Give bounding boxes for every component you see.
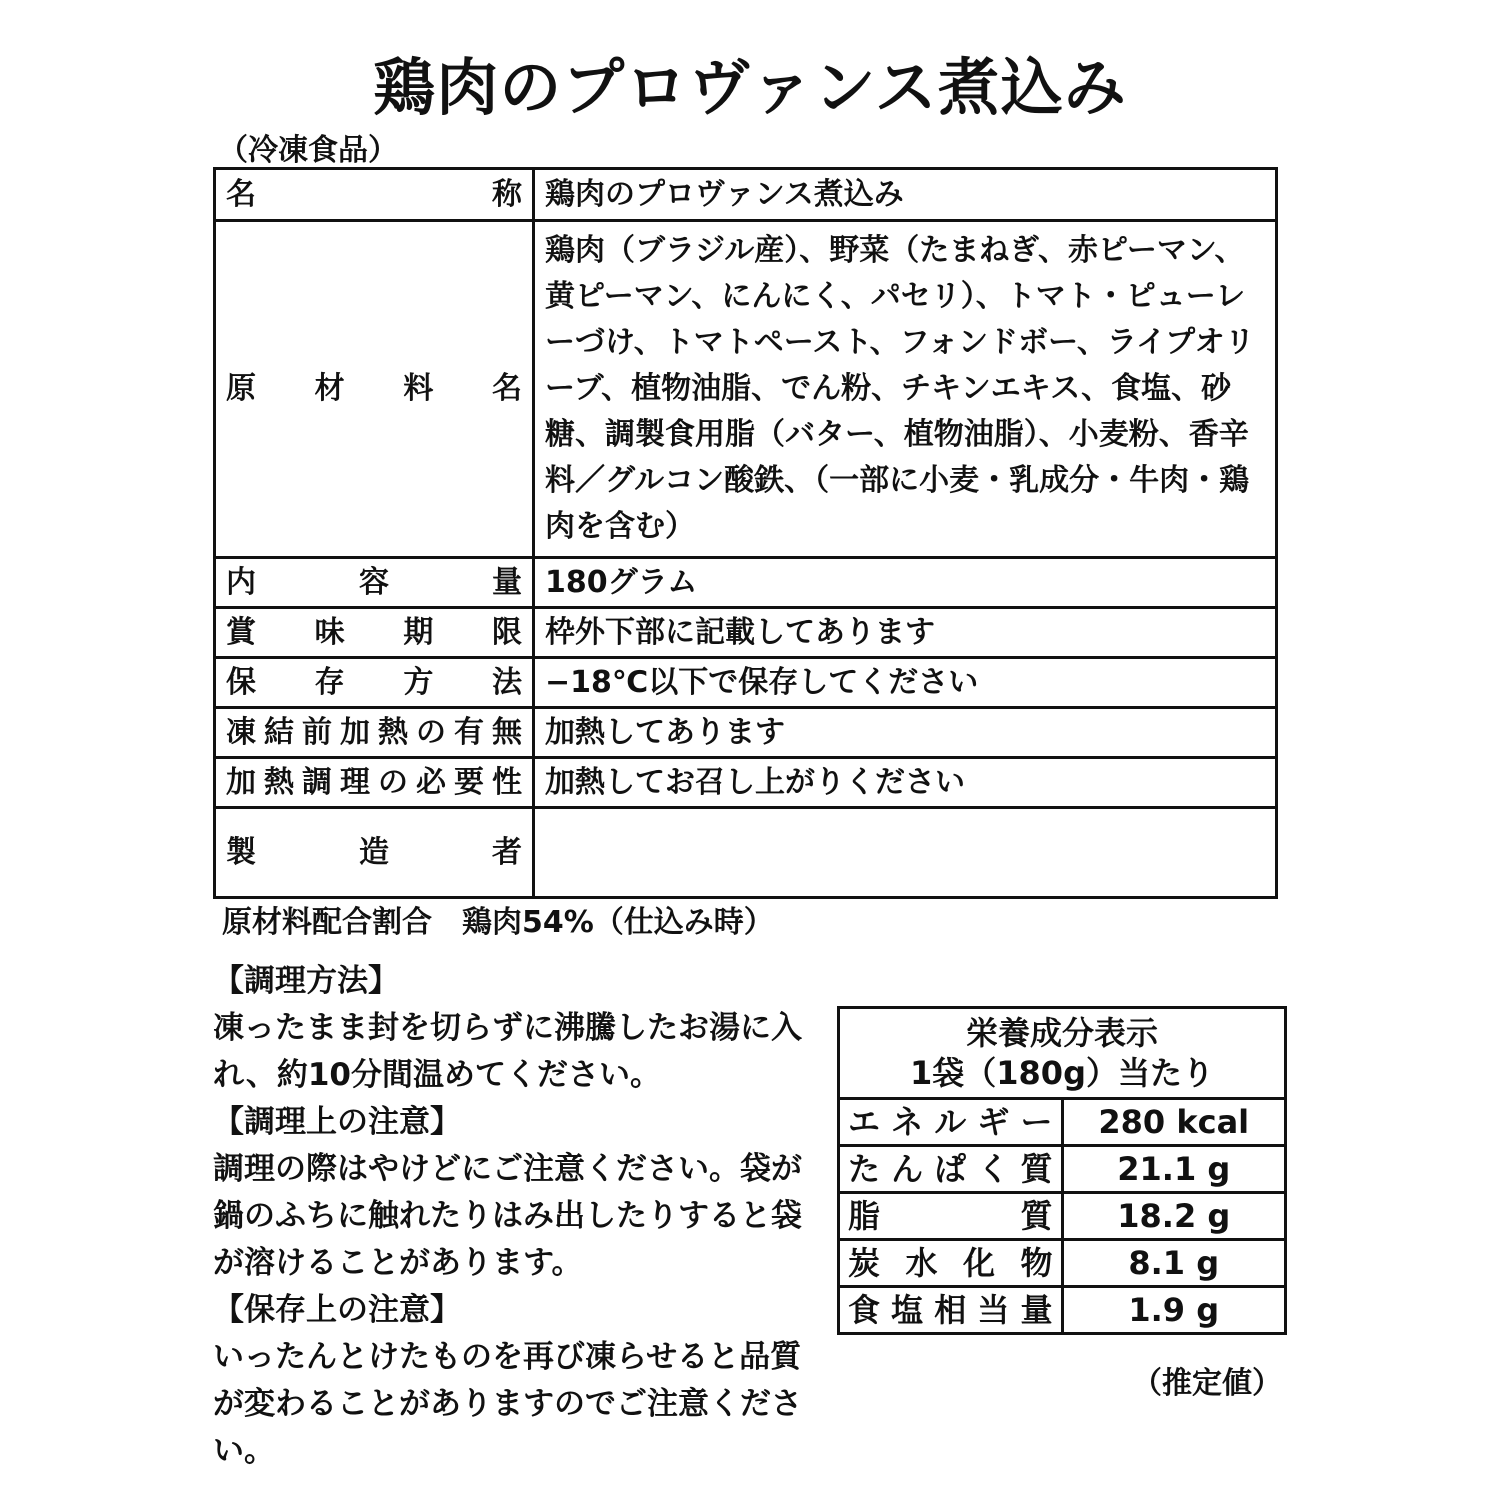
nutrition-value: 8.1 g <box>1062 1240 1286 1287</box>
maker-key: 製造者 <box>215 808 534 898</box>
label-info-table <box>213 167 1278 899</box>
info-row-content <box>215 558 1277 608</box>
content-key: 内容量 <box>215 558 534 608</box>
expiry-key: 賞味期限 <box>215 608 534 658</box>
storage-caution-heading: 【保存上の注意】 <box>213 1292 461 1328</box>
nutrition-header-title: 栄養成分表示 <box>965 1014 1158 1052</box>
nutrition-value: 18.2 g <box>1062 1193 1286 1240</box>
method-text: 凍ったまま封を切らずに沸騰したお湯に入れ、約10分間温めてください。 <box>213 1010 802 1093</box>
cooking-value: 加熱してお召し上がりください <box>534 758 1277 808</box>
info-row-ingredients <box>215 221 1277 558</box>
nutrition-row <box>839 1193 1286 1240</box>
storage-caution-text: いったんとけたものを再び凍らせると品質が変わることがありますのでご注意ください。 <box>213 1339 802 1469</box>
expiry-value: 枠外下部に記載してあります <box>534 608 1277 658</box>
nutrition-row <box>839 1240 1286 1287</box>
product-title: 鶏肉のプロヴァンス煮込み <box>373 51 1127 124</box>
info-row-cooking <box>215 758 1277 808</box>
info-row-preheat <box>215 708 1277 758</box>
ingredient-ratio: 原材料配合割合 鶏肉54%（仕込み時） <box>222 905 774 940</box>
preheat-value: 加熱してあります <box>534 708 1277 758</box>
cooking-key: 加熱調理の必要性 <box>215 758 534 808</box>
nutrition-row <box>839 1099 1286 1146</box>
info-row-name <box>215 169 1277 221</box>
nutrition-label: 炭水化物 <box>839 1240 1063 1287</box>
nutrition-header <box>839 1008 1286 1099</box>
info-row-expiry <box>215 608 1277 658</box>
estimate-note: （推定値） <box>1132 1366 1282 1401</box>
info-row-storage <box>215 658 1277 708</box>
cooking-notes <box>213 958 813 1475</box>
ingredients-key: 原材料名 <box>215 221 534 558</box>
method-heading: 【調理方法】 <box>213 963 399 999</box>
info-row-maker <box>215 808 1277 898</box>
nutrition-row <box>839 1287 1286 1334</box>
storage-key: 保存方法 <box>215 658 534 708</box>
nutrition-header-row <box>839 1008 1286 1099</box>
preheat-key: 凍結前加熱の有無 <box>215 708 534 758</box>
nutrition-header-serving: 1袋（180g）当たり <box>910 1054 1214 1092</box>
name-key: 名称 <box>215 169 534 221</box>
maker-value <box>534 808 1277 898</box>
name-value: 鶏肉のプロヴァンス煮込み <box>534 169 1277 221</box>
nutrition-value: 1.9 g <box>1062 1287 1286 1334</box>
nutrition-value: 280 kcal <box>1062 1099 1286 1146</box>
nutrition-row <box>839 1146 1286 1193</box>
nutrition-label: エネルギー <box>839 1099 1063 1146</box>
caution-text: 調理の際はやけどにご注意ください。袋が鍋のふちに触れたりはみ出したりすると袋が溶けることがあります。 <box>213 1151 802 1281</box>
nutrition-label: 食塩相当量 <box>839 1287 1063 1334</box>
caution-heading: 【調理上の注意】 <box>213 1104 461 1140</box>
nutrition-table <box>837 1006 1287 1335</box>
nutrition-label: たんぱく質 <box>839 1146 1063 1193</box>
nutrition-value: 21.1 g <box>1062 1146 1286 1193</box>
storage-value: −18℃以下で保存してください <box>534 658 1277 708</box>
ingredients-value: 鶏肉（ブラジル産）、野菜（たまねぎ、赤ピーマン、黄ピーマン、にんにく、パセリ）、トマト・ピューレーづけ、トマトペースト、フォンドボー、ライプオリーブ、植物油脂、でん粉、チキンエキス、食塩、砂糖、調製食用脂（バター、植物油脂）、小麦粉、香辛料／グルコン酸鉄、（一部に小麦・乳成分・牛肉・鶏肉を含む） <box>534 221 1277 558</box>
nutrition-label: 脂質 <box>839 1193 1063 1240</box>
content-value: 180グラム <box>534 558 1277 608</box>
category-label: （冷凍食品） <box>218 133 398 168</box>
